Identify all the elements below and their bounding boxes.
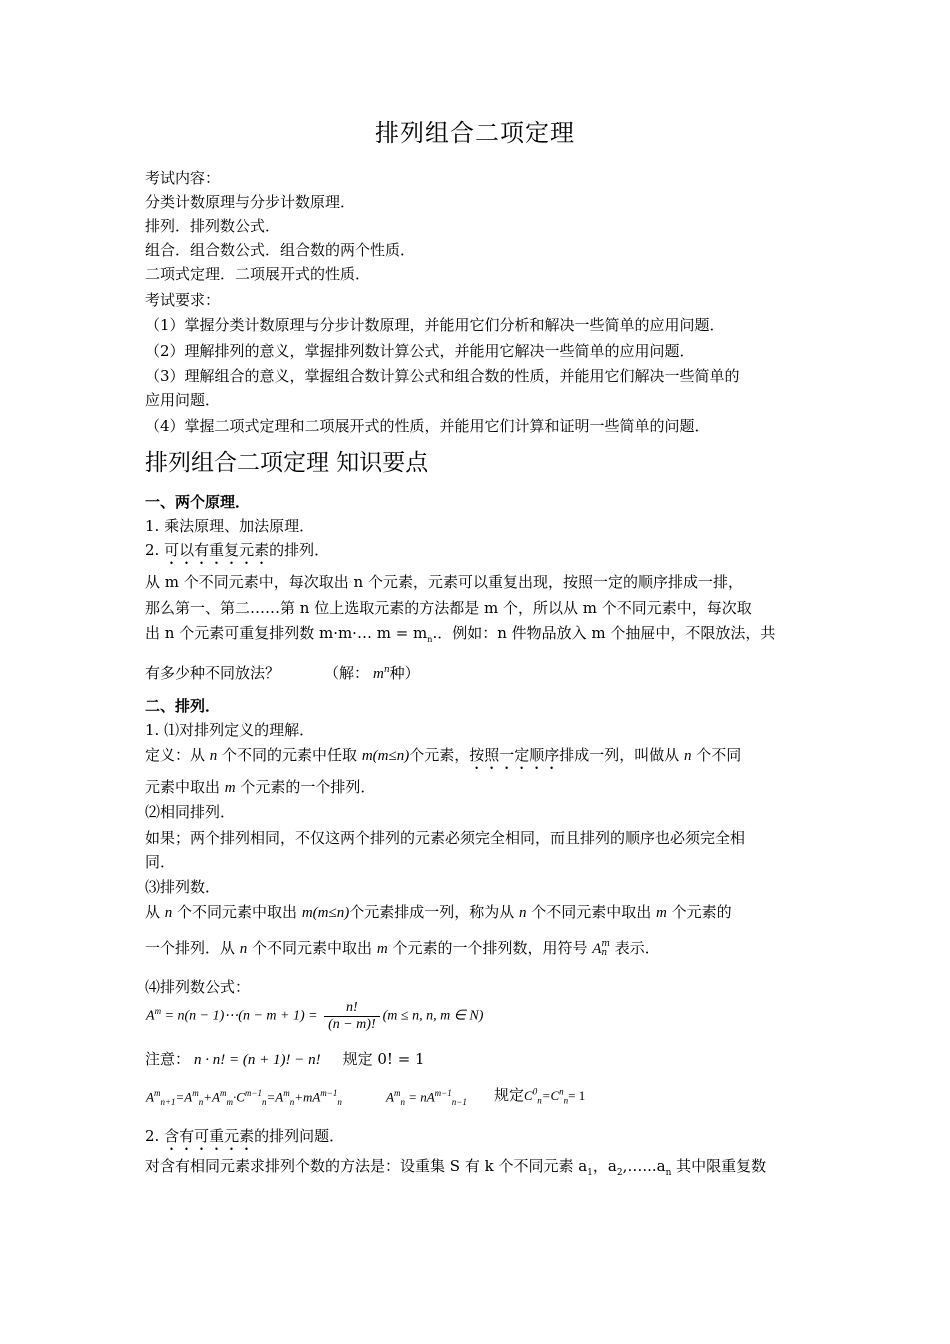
exam-req-label: 考试要求： [145,291,221,309]
recursion-formula: $A^m_{n+1}=A^m_n+A^m_m\cdot C^{m-1}_n=A^m_n+mA^{m-1}_n$ [146,1088,342,1107]
sec1-paragraph-1: 从 m 个不同元素中，每次取出 n 个元素，元素可以重复出现，按照一定的顺序排成一排， [145,573,743,591]
note-line: 注意： n · n! = (n + 1)! − n! 规定 0! = 1 [145,1050,425,1068]
req-3a: （3）理解组合的意义，掌握组合数计算公式和组合数的性质，并能用它们解决一些简单的 [145,367,740,385]
sec1-item2: 2. 可以有重复元素的排列． [145,541,330,559]
count-paragraph-1: 从 n 个不同元素中取出 m(m≤n)个元素排成一列，称为从 n 个不同元素中取出 m 个元素的 [145,903,732,921]
sec1-paragraph-3: 出 n 个元素可重复排列数 m·m·… $m = m_n$.．例如：n 件物品放入 m 个抽屉中，不限放法，共 [145,624,776,644]
content-line-1: 分类计数原理与分步计数原理． [145,193,356,211]
count-paragraph-2: 一个排列．从 n 个不同元素中取出 m 个元素的一个排列数，用符号 A m n 表示． [145,939,660,958]
sec1-heading: 一、两个原理． [145,493,251,511]
definition-line-1: 定义：从 n 个不同的元素中任取 m(m≤n)个元素，按照一定顺序排成一列，叫做从 n 个不同 [145,746,742,764]
sec2-item2: 2. 含有可重元素的排列问题． [145,1127,345,1145]
sec1-item1: 1. 乘法原理、加法原理． [145,517,315,535]
last-paragraph: 对含有相同元素求排列个数的方法是：设重集 S 有 k 个不同元素 $a_1$，$a_2,\dots...a_n$ 其中限重复数 [145,1157,767,1178]
formula-heading: ⑷排列数公式： [145,978,251,996]
definition-line-2: 元素中取出 m 个元素的一个排列． [145,778,376,796]
permutation-formula: $A^m = n(n$ − 1)⋯(n − m + 1) = $\frac{n!}{(n - m)!}$ (m ≤ n, n, m ∈ N) [146,1000,484,1032]
content-line-2: 排列．排列数公式． [145,217,281,235]
req-1: （1）掌握分类计数原理与分步计数原理，并能用它们分析和解决一些简单的应用问题． [145,316,725,334]
sec2-heading: 二、排列． [145,697,221,715]
content-line-4: 二项式定理．二项展开式的性质． [145,265,371,283]
sec1-paragraph-4: 有多少种不同放法？ （解： $m^n$种） [145,664,420,682]
emphasis-text: 可以有重复元素 [164,541,270,559]
knowledge-heading: 排列组合二项定理 知识要点 [145,450,429,476]
count-heading: ⑶排列数． [145,878,221,896]
req-2: （2）理解排列的意义，掌握排列数计算公式，并能用它解决一些简单的应用问题． [145,342,695,360]
req-4: （4）掌握二项式定理和二项展开式的性质，并能用它们计算和证明一些简单的问题． [145,417,710,435]
content-line-3: 组合．组合数公式．组合数的两个性质． [145,241,416,259]
recursion-formula-2: $A^m_n = nA^{m-1}_{n-1}$ [386,1088,467,1107]
sec1-paragraph-2: 那么第一、第二……第 n 位上选取元素的方法都是 m 个，所以从 m 个不同元素中，每次取 [145,599,752,617]
exam-content-label: 考试内容： [145,169,221,187]
req-3b: 应用问题． [145,391,221,409]
sec2-item1: 1. ⑴对排列定义的理解． [145,721,315,739]
rule-formula: 规定$C^0_n=C^n_n= 1$ [494,1086,586,1106]
same-heading: ⑵相同排列． [145,803,236,821]
page-title: 排列组合二项定理 [375,119,575,147]
same-paragraph-1: 如果；两个排列相同，不仅这两个排列的元素必须完全相同，而且排列的顺序也必须完全相 [145,829,746,847]
same-paragraph-2: 同． [145,853,176,871]
